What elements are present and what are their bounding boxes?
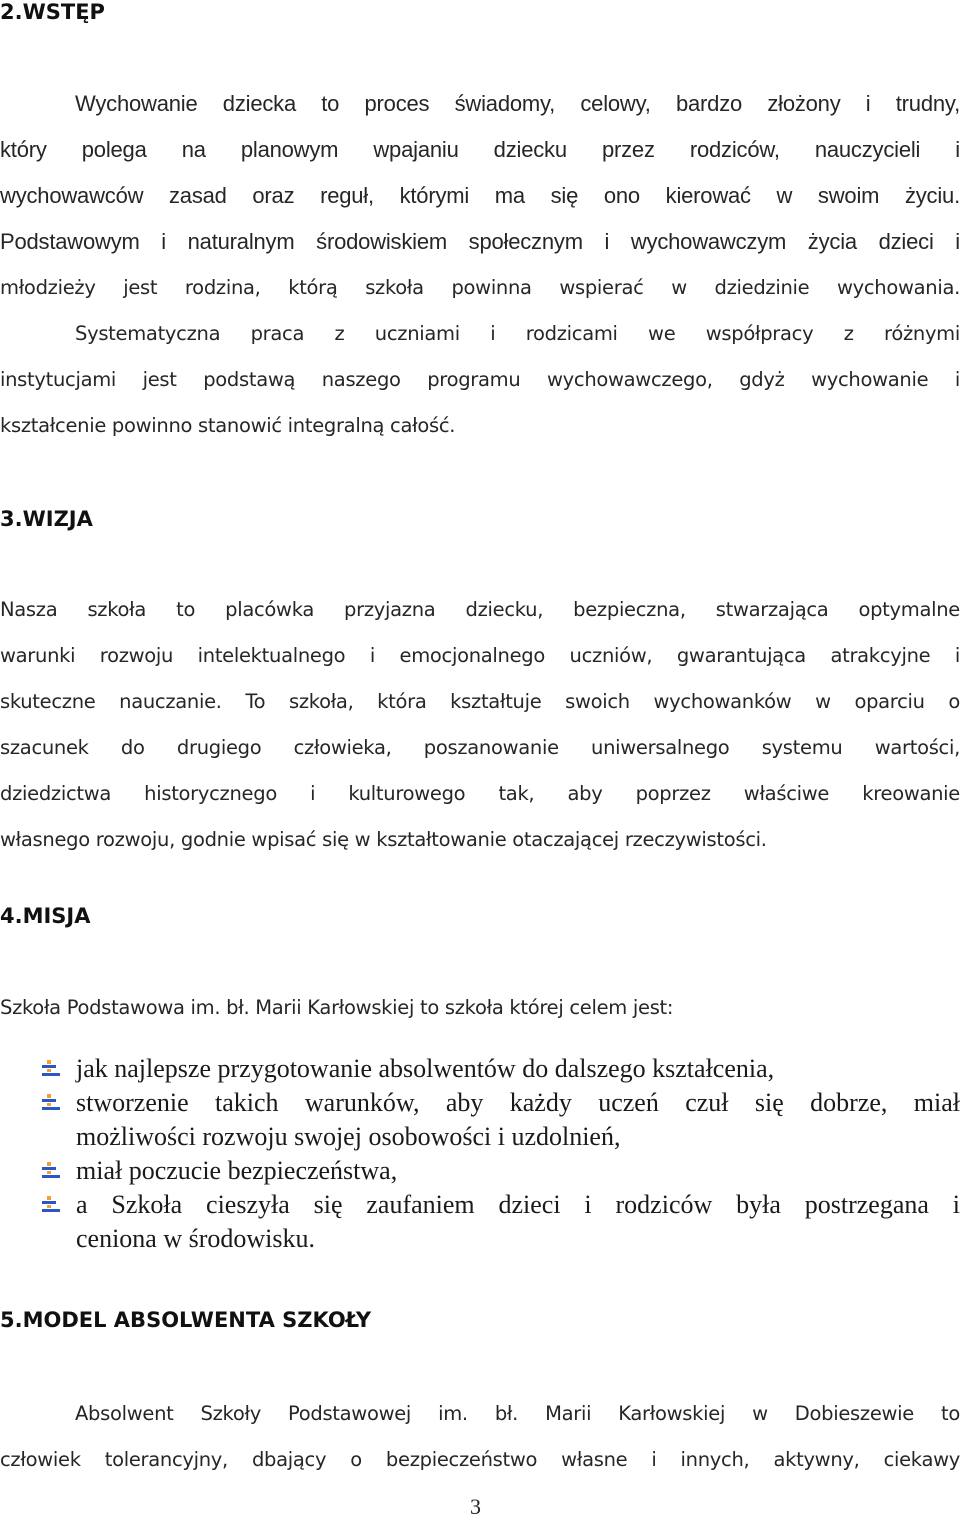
paragraph-line: skuteczne nauczanie. To szkoła, która kształtuje swoich wychowanków w oparciu o [0,690,960,713]
paragraph-line: Podstawowym i naturalnym środowiskiem społecznym i wychowawczym życia dzieci i [0,229,960,254]
list-item-line: ceniona w środowisku. [76,1224,316,1253]
paragraph-line: Szkoła Podstawowa im. bł. Marii Karłowskiej to szkoła której celem jest: [0,996,674,1019]
list-item-line: miał poczucie bezpieczeństwa, [76,1156,398,1185]
paragraph-misja-intro [0,985,960,1031]
paragraph-line: młodzieży jest rodzina, którą szkoła powinna wspierać w dziedzinie wychowania. [0,276,960,299]
list-item-line: stworzenie takich warunków, aby każdy uczeń czuł się dobrze, miał [76,1088,960,1117]
list-item-line: możliwości rozwoju swojej osobowości i uzdolnień, [76,1122,621,1151]
paragraph-line: Nasza szkoła to placówka przyjazna dziecku, bezpieczna, stwarzająca optymalne [0,598,960,621]
paragraph-line: warunki rozwoju intelektualnego i emocjonalnego uczniów, gwarantująca atrakcyjne i [0,644,960,667]
stacked-bars-bullet-icon [38,1196,62,1216]
mission-bullet-list [0,1052,960,1256]
list-item-line: a Szkoła cieszyła się zaufaniem dzieci i rodziców była postrzegana i [76,1190,960,1219]
list-item [0,1154,960,1188]
paragraph-line: własnego rozwoju, godnie wpisać się w kształtowanie otaczającej rzeczywistości. [0,828,767,851]
list-item [0,1086,960,1154]
heading-wizja: 3.WIZJA [0,507,93,531]
paragraph-line: kształcenie powinno stanowić integralną całość. [0,414,456,437]
heading-wstep: 2.WSTĘP [0,0,105,24]
paragraph-line: człowiek tolerancyjny, dbający o bezpieczeństwo własne i innych, aktywny, ciekawy [0,1448,960,1471]
stacked-bars-bullet-icon [38,1060,62,1080]
paragraph-line: Systematyczna praca z uczniami i rodzicami we współpracy z różnymi [75,322,960,345]
paragraph-line: wychowawców zasad oraz reguł, którymi ma się ono kierować w swoim życiu. [0,183,960,208]
paragraph-line: Absolwent Szkoły Podstawowej im. bł. Marii Karłowskiej w Dobieszewie to [75,1402,960,1425]
list-item-line: jak najlepsze przygotowanie absolwentów do dalszego kształcenia, [76,1054,775,1083]
paragraph-line: instytucjami jest podstawą naszego programu wychowawczego, gdyż wychowanie i [0,368,960,391]
stacked-bars-bullet-icon [38,1162,62,1182]
paragraph-wizja [0,587,960,863]
paragraph-model-absolwenta [0,1391,960,1483]
stacked-bars-bullet-icon [38,1094,62,1114]
paragraph-line: dziedzictwa historycznego i kulturowego tak, aby poprzez właściwe kreowanie [0,782,960,805]
paragraph-line: szacunek do drugiego człowieka, poszanowanie uniwersalnego systemu wartości, [0,736,960,759]
heading-model-absolwenta: 5.MODEL ABSOLWENTA SZKOŁY [0,1308,372,1332]
list-item [0,1052,960,1086]
heading-misja: 4.MISJA [0,904,91,928]
list-item [0,1188,960,1256]
paragraph-line: Wychowanie dziecka to proces świadomy, celowy, bardzo złożony i trudny, [75,91,960,116]
paragraph-wstep [0,81,960,449]
paragraph-line: który polega na planowym wpajaniu dziecku przez rodziców, nauczycieli i [0,137,960,162]
page-number: 3 [470,1494,481,1519]
